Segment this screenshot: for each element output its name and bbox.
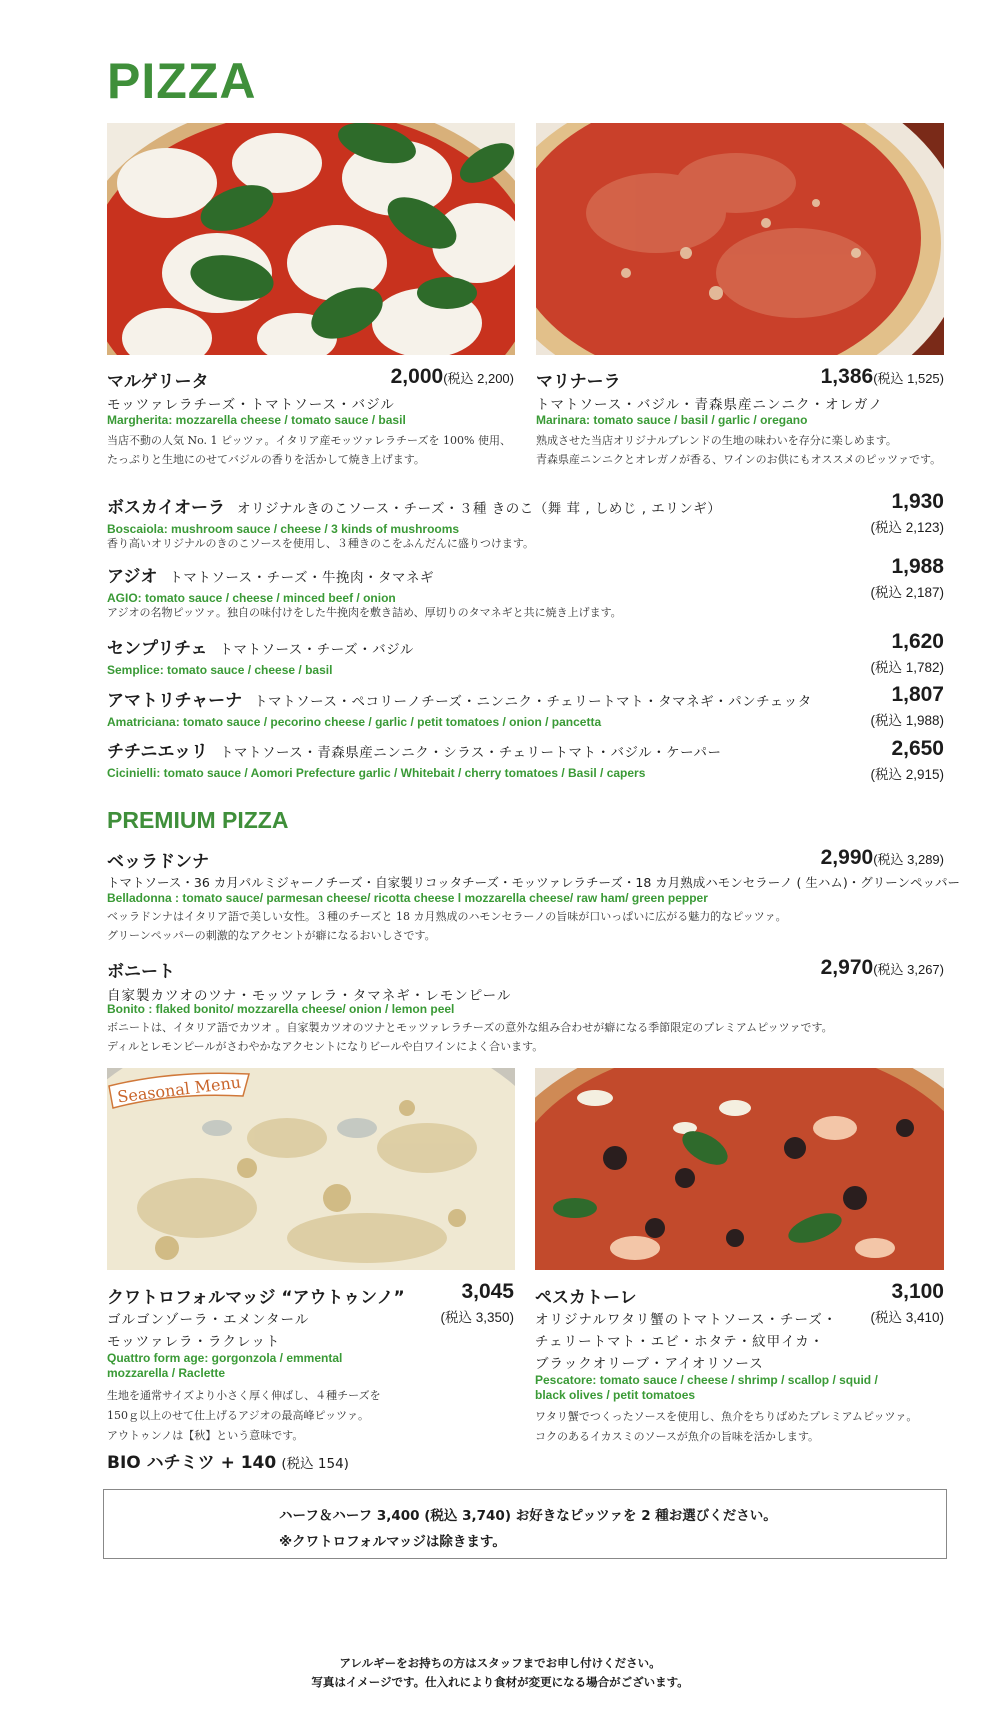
list-item-name: アジオ bbox=[107, 567, 158, 587]
half-and-half-line-1: ハーフ＆ハーフ 3,400 (税込 3,740) お好きなピッツァを 2 種お選びください。 bbox=[279, 1508, 777, 1524]
marinara-price bbox=[821, 365, 944, 389]
bonito-ingredients: 自家製カツオのツナ・モッツァレラ・タマネギ・レモンピール bbox=[107, 988, 512, 1004]
margherita-tax: (税込 2,200) bbox=[443, 371, 514, 386]
list-item bbox=[107, 562, 622, 621]
pescatore-desc-1: ワタリ蟹でつくったソースを使用し、魚介をちりばめたプレミアムピッツァ。 bbox=[535, 1410, 918, 1423]
belladonna-desc-2: グリーンペッパーの刺激的なアクセントが癖になるおいしさです。 bbox=[107, 929, 436, 942]
margherita-english: Margherita: mozzarella cheese / tomato sauce / basil bbox=[107, 413, 406, 427]
quattro-price: 3,045 bbox=[461, 1280, 514, 1303]
belladonna-desc-1: ベッラドンナはイタリア語で美しい女性。３種のチーズと 18 カ月熟成のハモンセラーノの旨味が口いっぱいに広がる魅力的なピッツァ。 bbox=[107, 910, 787, 923]
pescatore-ingredients-3: ブラックオリーブ・アイオリソース bbox=[535, 1356, 764, 1372]
margherita-desc-1: 当店不動の人気 No. 1 ピッツァ。イタリア産モッツァレラチーズを 100% 使用、 bbox=[107, 434, 511, 447]
list-item-name: ボスカイオーラ bbox=[107, 498, 225, 518]
list-item-price: 1,930 bbox=[891, 490, 944, 513]
list-item-price: 2,650 bbox=[891, 737, 944, 760]
margherita-price bbox=[391, 365, 514, 389]
seasonal-label: Seasonal Menu bbox=[116, 1072, 243, 1107]
pescatore-desc-2: コクのあるイカスミのソースが魚介の旨味を活かします。 bbox=[535, 1430, 820, 1443]
footer-photo-note: 写真はイメージです。仕入れにより食材が変更になる場合がございます。 bbox=[311, 1675, 689, 1689]
list-item-english: Amatriciana: tomato sauce / pecorino cheese / garlic / petit tomatoes / onion / pancetta bbox=[107, 715, 602, 729]
half-and-half-notice bbox=[103, 1489, 947, 1559]
pescatore-ingredients-2: チェリートマト・エビ・ホタテ・紋甲イカ・ bbox=[535, 1334, 825, 1350]
list-item bbox=[107, 737, 722, 780]
margherita-price-value: 2,000 bbox=[390, 365, 444, 388]
belladonna-price-value: 2,990 bbox=[820, 846, 874, 869]
list-item bbox=[107, 634, 414, 677]
list-item-price: 1,807 bbox=[891, 683, 944, 706]
belladonna-ingredients: トマトソース・36 カ月パルミジャーノチーズ・自家製リコッタチーズ・モッツァレラチーズ・18 カ月熟成ハモンセラーノ ( 生ハム)・グリーンペッパー bbox=[107, 875, 960, 890]
margherita-name: マルゲリータ bbox=[107, 372, 209, 392]
belladonna-price bbox=[821, 846, 944, 870]
list-item-tax: (税込 2,915) bbox=[870, 767, 944, 782]
list-item-tax: (税込 1,988) bbox=[870, 713, 944, 728]
list-item-name: チチニエッリ bbox=[107, 742, 208, 762]
list-item-ingredients: トマトソース・チーズ・バジル bbox=[219, 642, 414, 658]
quattro-ingredients-1: ゴルゴンゾーラ・エメンタール bbox=[107, 1312, 310, 1328]
bonito-tax: (税込 3,267) bbox=[873, 962, 944, 977]
pescatore-english-1: Pescatore: tomato sauce / cheese / shrimp / scallop / squid / bbox=[535, 1373, 878, 1387]
margherita-ingredients: モッツァレラチーズ・トマトソース・バジル bbox=[107, 397, 395, 413]
list-item-price: 1,988 bbox=[891, 555, 944, 578]
belladonna-english: Belladonna : tomato sauce/ parmesan cheese/ ricotta cheese l mozzarella cheese/ raw ham/ green pepper bbox=[107, 891, 708, 905]
quattro-tax: (税込 3,350) bbox=[440, 1310, 514, 1325]
list-item bbox=[107, 686, 812, 729]
list-item-tax: (税込 2,123) bbox=[870, 520, 944, 535]
marinara-photo bbox=[536, 123, 944, 355]
list-item-english: Semplice: tomato sauce / cheese / basil bbox=[107, 663, 333, 677]
list-item-ingredients: トマトソース・青森県産ニンニク・シラス・チェリートマト・バジル・ケーパー bbox=[219, 745, 722, 761]
list-item-tax: (税込 2,187) bbox=[870, 585, 944, 600]
marinara-english: Marinara: tomato sauce / basil / garlic / oregano bbox=[536, 413, 808, 427]
pescatore-tax: (税込 3,410) bbox=[870, 1310, 944, 1325]
list-item-ingredients: オリジナルきのこソース・チーズ・３種 きのこ（舞 茸 , しめじ , エリンギ） bbox=[236, 501, 722, 517]
honey-addon-tax: (税込 154) bbox=[281, 1456, 349, 1472]
quattro-english-2: mozzarella / Raclette bbox=[107, 1366, 226, 1380]
bonito-desc-1: ボニートは、イタリア語でカツオ 。自家製カツオのツナとモッツァレラチーズの意外な組み合わせが癖になる季節限定のプレミアムピッツァです。 bbox=[107, 1021, 833, 1034]
quattro-desc-2: 150ｇ以上のせて仕上げるアジオの最高峰ピッツァ。 bbox=[107, 1409, 370, 1422]
quattro-desc-3: アウトゥンノは【秋】という意味です。 bbox=[107, 1429, 304, 1442]
honey-addon bbox=[107, 1448, 349, 1473]
list-item-english: Cicinielli: tomato sauce / Aomori Prefecture garlic / Whitebait / cherry tomatoes / Basil / capers bbox=[107, 766, 646, 780]
pescatore-english-2: black olives / petit tomatoes bbox=[535, 1388, 696, 1402]
quattro-ingredients-2: モッツァレラ・ラクレット bbox=[107, 1334, 281, 1350]
marinara-desc-1: 熟成させた当店オリジナルブレンドの生地の味わいを存分に楽しめます。 bbox=[536, 434, 897, 447]
bonito-desc-2: ディルとレモンピールがさわやかなアクセントになりビールや白ワインによく合います。 bbox=[107, 1040, 544, 1053]
footer-allergy-note: アレルギーをお持ちの方はスタッフまでお申し付けください。 bbox=[339, 1656, 661, 1670]
bonito-price bbox=[821, 956, 944, 980]
premium-section-title: PREMIUM PIZZA bbox=[107, 807, 289, 833]
list-item-name: センプリチェ bbox=[107, 639, 208, 659]
quattro-desc-1: 生地を通常サイズより小さく厚く伸ばし、４種チーズを bbox=[107, 1389, 381, 1402]
marinara-name: マリナーラ bbox=[536, 372, 621, 392]
list-item-desc: アジオの名物ピッツァ。独自の味付けをした牛挽肉を敷き詰め、厚切りのタマネギと共に焼き上げます。 bbox=[107, 606, 622, 619]
honey-addon-label: BIO ハチミツ + 140 bbox=[107, 1453, 277, 1473]
margherita-photo bbox=[107, 123, 515, 355]
pescatore-name: ペスカトーレ bbox=[535, 1288, 637, 1308]
marinara-desc-2: 青森県産ニンニクとオレガノが香る、ワインのお供にもオススメのピッツァです。 bbox=[536, 453, 942, 466]
list-item-tax: (税込 1,782) bbox=[870, 660, 944, 675]
margherita-desc-2: たっぷりと生地にのせてバジルの香りを活かして焼き上げます。 bbox=[107, 453, 425, 466]
marinara-tax: (税込 1,525) bbox=[873, 371, 944, 386]
marinara-ingredients: トマトソース・バジル・青森県産ニンニク・オレガノ bbox=[536, 397, 883, 413]
pescatore-price: 3,100 bbox=[891, 1280, 944, 1303]
pescatore-photo bbox=[535, 1068, 944, 1270]
list-item-ingredients: トマトソース・ペコリーノチーズ・ニンニク・チェリートマト・タマネギ・パンチェッタ bbox=[254, 694, 812, 710]
quattro-english-1: Quattro form age: gorgonzola / emmental bbox=[107, 1351, 343, 1365]
list-item-ingredients: トマトソース・チーズ・牛挽肉・タマネギ bbox=[169, 570, 434, 586]
seasonal-badge bbox=[103, 1066, 255, 1116]
list-item-english: AGIO: tomato sauce / cheese / minced beef / onion bbox=[107, 591, 396, 605]
belladonna-name: ベッラドンナ bbox=[107, 852, 209, 872]
marinara-price-value: 1,386 bbox=[820, 365, 874, 388]
pescatore-ingredients-1: オリジナルワタリ蟹のトマトソース・チーズ・ bbox=[535, 1312, 838, 1328]
list-item bbox=[107, 493, 721, 552]
bonito-price-value: 2,970 bbox=[820, 956, 874, 979]
half-and-half-line-2: ※クワトロフォルマッジは除きます。 bbox=[279, 1534, 506, 1550]
list-item-name: アマトリチャーナ bbox=[107, 691, 243, 711]
bonito-name: ボニート bbox=[107, 962, 175, 982]
bonito-english: Bonito : flaked bonito/ mozzarella cheese/ onion / lemon peel bbox=[107, 1002, 455, 1016]
quattro-name: クワトロフォルマッジ “アウトゥンノ” bbox=[107, 1288, 405, 1308]
list-item-desc: 香り高いオリジナルのきのこソースを使用し、３種きのこをふんだんに盛りつけます。 bbox=[107, 537, 535, 550]
page-title: PIZZA bbox=[107, 53, 257, 109]
list-item-price: 1,620 bbox=[891, 630, 944, 653]
belladonna-tax: (税込 3,289) bbox=[873, 852, 944, 867]
list-item-english: Boscaiola: mushroom sauce / cheese / 3 kinds of mushrooms bbox=[107, 522, 460, 536]
